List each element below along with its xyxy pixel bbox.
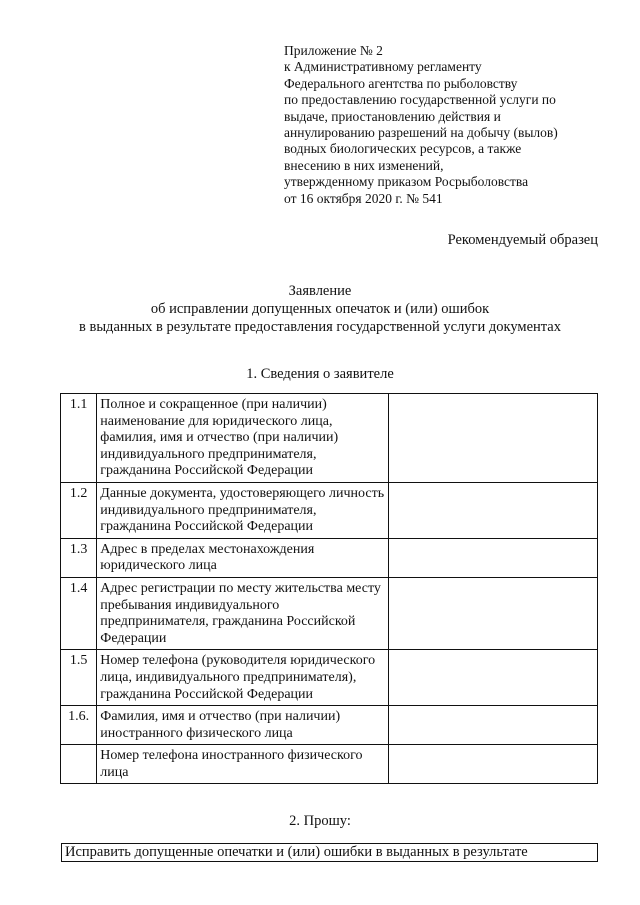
table-row xyxy=(61,482,598,538)
appendix-header xyxy=(284,43,604,207)
appendix-line: Федерального агентства по рыболовству xyxy=(284,75,518,91)
table-row xyxy=(61,650,598,706)
title-line-2: об исправлении допущенных опечаток и (или) ошибок xyxy=(150,301,490,317)
row-label: Данные документа, удостоверяющего личность индивидуального предпринимателя, гражданина Российской Федерации xyxy=(97,482,389,538)
table-row xyxy=(61,706,598,745)
appendix-line: выдаче, приостановлению действия и xyxy=(284,108,501,124)
appendix-line: утвержденному приказом Росрыболовства xyxy=(284,174,529,190)
row-number: 1.4 xyxy=(61,577,97,649)
row-label: Полное и сокращенное (при наличии) наименование для юридического лица, фамилия, имя и отчество (при наличии) индивидуального предпринимателя, гражданина Российской Федерации xyxy=(97,394,389,483)
section-1-heading: 1. Сведения о заявителе xyxy=(246,366,394,382)
row-number: 1.6. xyxy=(61,706,97,745)
row-value-field[interactable] xyxy=(389,745,598,784)
document-title xyxy=(0,282,640,336)
row-number: 1.5 xyxy=(61,650,97,706)
appendix-line: аннулированию разрешений на добычу (вылов) xyxy=(284,125,558,141)
appendix-line: внесению в них изменений, xyxy=(284,157,444,173)
row-value-field[interactable] xyxy=(389,538,598,577)
row-number xyxy=(61,745,97,784)
section-2-heading: 2. Прошу: xyxy=(289,813,351,829)
row-label: Номер телефона (руководителя юридического лица, индивидуального предпринимателя), гражданина Российской Федерации xyxy=(97,650,389,706)
title-line-3: в выданных в результате предоставления государственной услуги документах xyxy=(79,319,561,335)
row-value-field[interactable] xyxy=(389,650,598,706)
row-number: 1.3 xyxy=(61,538,97,577)
applicant-info-table xyxy=(60,393,598,784)
appendix-line: водных биологических ресурсов, а также xyxy=(284,141,522,157)
appendix-line: от 16 октября 2020 г. № 541 xyxy=(284,190,443,206)
table-row xyxy=(61,577,598,649)
request-field[interactable]: Исправить допущенные опечатки и (или) ошибки в выданных в результате xyxy=(61,843,598,862)
table-row xyxy=(61,538,598,577)
row-value-field[interactable] xyxy=(389,482,598,538)
appendix-line: по предоставлению государственной услуги по xyxy=(284,92,556,108)
recommended-sample-label: Рекомендуемый образец xyxy=(447,232,598,248)
row-value-field[interactable] xyxy=(389,394,598,483)
row-label: Адрес в пределах местонахождения юридического лица xyxy=(97,538,389,577)
row-number: 1.1 xyxy=(61,394,97,483)
table-row xyxy=(61,745,598,784)
title-line-1: Заявление xyxy=(288,283,352,299)
row-value-field[interactable] xyxy=(389,706,598,745)
row-label: Адрес регистрации по месту жительства месту пребывания индивидуального предпринимателя, гражданина Российской Федерации xyxy=(97,577,389,649)
row-number: 1.2 xyxy=(61,482,97,538)
row-label: Номер телефона иностранного физического лица xyxy=(97,745,389,784)
appendix-line: Приложение № 2 xyxy=(284,43,383,58)
appendix-line: к Административному регламенту xyxy=(284,59,482,75)
row-value-field[interactable] xyxy=(389,577,598,649)
table-row xyxy=(61,394,598,483)
row-label: Фамилия, имя и отчество (при наличии) иностранного физического лица xyxy=(97,706,389,745)
